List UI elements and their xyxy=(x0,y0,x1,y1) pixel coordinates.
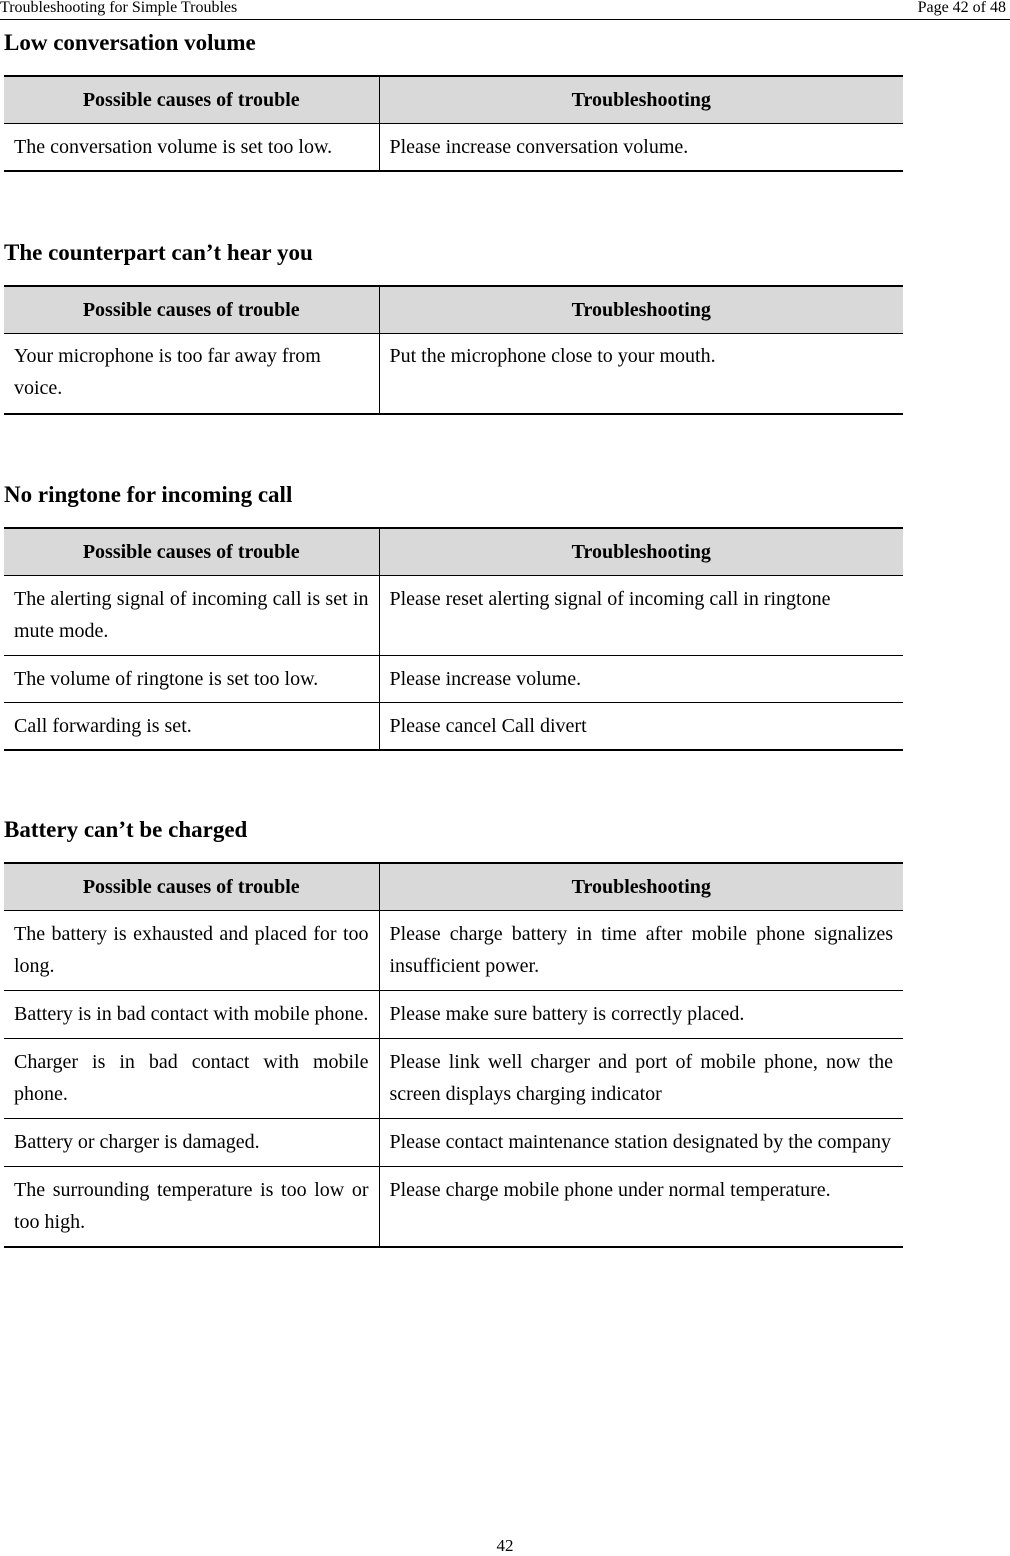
column-header-causes: Possible causes of trouble xyxy=(4,286,379,334)
fix-cell: Put the microphone close to your mouth. xyxy=(379,334,903,415)
section-title: Low conversation volume xyxy=(4,30,256,55)
table-row xyxy=(4,991,903,1039)
troubleshooting-table xyxy=(4,285,903,415)
table-row xyxy=(4,911,903,991)
fix-cell: Please charge battery in time after mobile phone signalizes insufficient power. xyxy=(379,911,903,991)
table-header-row xyxy=(4,286,903,334)
cause-cell: Battery is in bad contact with mobile phone. xyxy=(4,991,379,1039)
fix-cell: Please reset alerting signal of incoming call in ringtone xyxy=(379,576,903,656)
table-row xyxy=(4,1119,903,1167)
fix-cell: Please increase conversation volume. xyxy=(379,124,903,172)
cause-cell: The battery is exhausted and placed for too long. xyxy=(4,911,379,991)
cause-cell: Charger is in bad contact with mobile phone. xyxy=(4,1039,379,1119)
cause-cell: The surrounding temperature is too low or too high. xyxy=(4,1167,379,1248)
section-title: The counterpart can’t hear you xyxy=(4,240,313,265)
fix-cell: Please cancel Call divert xyxy=(379,703,903,751)
column-header-causes: Possible causes of trouble xyxy=(4,863,379,911)
cause-cell: Your microphone is too far away from voice. xyxy=(4,334,379,415)
table-row xyxy=(4,334,903,415)
fix-cell: Please make sure battery is correctly placed. xyxy=(379,991,903,1039)
table-row xyxy=(4,1039,903,1119)
troubleshooting-table xyxy=(4,75,903,172)
fix-cell: Please charge mobile phone under normal temperature. xyxy=(379,1167,903,1248)
column-header-causes: Possible causes of trouble xyxy=(4,528,379,576)
column-header-causes: Possible causes of trouble xyxy=(4,76,379,124)
cause-cell: Battery or charger is damaged. xyxy=(4,1119,379,1167)
table-row xyxy=(4,656,903,703)
table-header-row xyxy=(4,76,903,124)
troubleshooting-table xyxy=(4,527,903,751)
running-header xyxy=(0,0,1010,20)
column-header-troubleshooting: Troubleshooting xyxy=(379,528,903,576)
section-title: Battery can’t be charged xyxy=(4,817,248,842)
table-row xyxy=(4,576,903,656)
fix-cell: Please link well charger and port of mobile phone, now the screen displays charging indicator xyxy=(379,1039,903,1119)
table-header-row xyxy=(4,528,903,576)
table-row xyxy=(4,124,903,172)
table-row xyxy=(4,1167,903,1248)
cause-cell: The alerting signal of incoming call is set in mute mode. xyxy=(4,576,379,656)
table-header-row xyxy=(4,863,903,911)
section-title: No ringtone for incoming call xyxy=(4,482,293,507)
header-page-indicator: Page 42 of 48 xyxy=(917,0,1006,16)
page-number: 42 xyxy=(496,1536,514,1555)
header-document-title: Troubleshooting for Simple Troubles xyxy=(0,0,238,16)
cause-cell: Call forwarding is set. xyxy=(4,703,379,751)
column-header-troubleshooting: Troubleshooting xyxy=(379,286,903,334)
troubleshooting-table xyxy=(4,862,903,1248)
fix-cell: Please increase volume. xyxy=(379,656,903,703)
table-row xyxy=(4,703,903,751)
column-header-troubleshooting: Troubleshooting xyxy=(379,863,903,911)
cause-cell: The volume of ringtone is set too low. xyxy=(4,656,379,703)
cause-cell: The conversation volume is set too low. xyxy=(4,124,379,172)
fix-cell: Please contact maintenance station designated by the company xyxy=(379,1119,903,1167)
column-header-troubleshooting: Troubleshooting xyxy=(379,76,903,124)
